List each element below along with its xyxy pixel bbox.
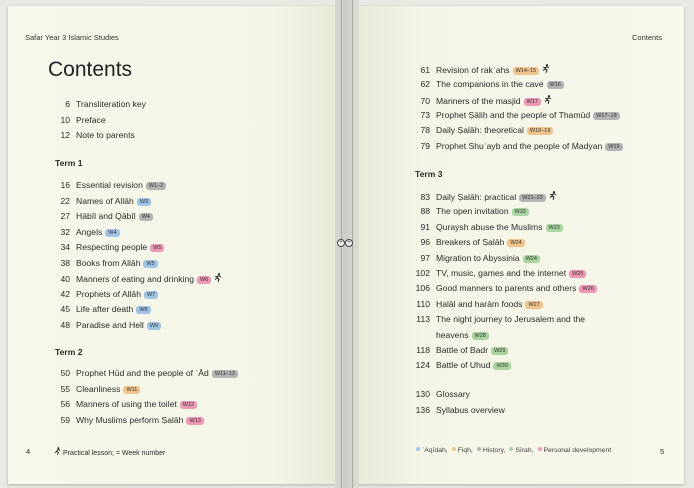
toc-entry[interactable]	[408, 95, 552, 106]
entry-title: TV, music, games and the internet	[436, 268, 567, 278]
week-badge: W4	[105, 229, 119, 237]
footer-note-text: Practical lesson; = Week number	[62, 450, 166, 457]
page-ref: 22	[60, 195, 70, 206]
page-ref: 124	[415, 360, 430, 371]
entry-title: The night journey to Jerusalem and the	[436, 314, 586, 325]
week-badge: W25	[569, 270, 586, 278]
page-ref: 34	[60, 242, 70, 252]
week-badge: W21–23	[519, 194, 546, 202]
entry-title: Hābīl and Qābīl	[76, 211, 136, 221]
running-head-left: Safar Year 3 Islamic Studies	[25, 33, 119, 42]
page-turn-handle-left[interactable]: +	[337, 239, 345, 247]
toc-entry[interactable]	[48, 211, 153, 221]
page-number-right: 5	[660, 447, 665, 456]
week-badge: W24	[523, 255, 540, 263]
week-badge: W8	[136, 306, 150, 314]
week-badge: W5	[143, 260, 157, 268]
toc-entry[interactable]	[48, 242, 164, 252]
page-turn-handle-right[interactable]: +	[345, 239, 353, 247]
toc-entry[interactable]	[408, 125, 553, 135]
week-badge: W3	[137, 198, 151, 206]
page-ref: 118	[416, 345, 430, 355]
entry-title: Prophet Shuʿayb and the people of Madyan	[436, 140, 603, 151]
toc-entry[interactable]	[408, 345, 508, 355]
page-ref: 130	[415, 389, 430, 399]
entry-title: Battle of Uhud	[436, 360, 491, 371]
subject-legend	[412, 447, 611, 454]
entry-title: Battle of Badr	[436, 345, 489, 355]
legend-swatch	[477, 447, 481, 451]
toc-entry[interactable]	[48, 273, 222, 284]
week-badge: W9	[147, 322, 161, 330]
page-title: Contents	[48, 58, 133, 81]
entry-title: Prophet Ṣāliḥ and the people of Thamūd	[436, 109, 591, 120]
page-ref: 12	[60, 130, 70, 140]
toc-entry[interactable]	[48, 304, 151, 314]
term-heading: Term 3	[415, 169, 443, 179]
entry-title: Life after death	[76, 304, 134, 314]
toc-entry[interactable]	[408, 79, 564, 89]
entry-title: Note to parents	[76, 130, 135, 140]
entry-title: Angels	[76, 226, 103, 237]
page-ref: 78	[420, 125, 430, 136]
entry-title: Ḥalāl and ḥarām foods	[436, 298, 523, 309]
entry-title: Manners of eating and drinking	[76, 274, 195, 284]
toc-entry[interactable]	[408, 141, 623, 151]
legend-label: Personal development	[543, 447, 612, 454]
toc-entry[interactable]	[48, 227, 120, 237]
toc-entry[interactable]	[408, 237, 525, 247]
toc-entry[interactable]	[408, 110, 620, 120]
entry-title: Paradise and Hell	[76, 319, 144, 330]
toc-entry[interactable]	[48, 258, 158, 268]
week-badge: W30	[493, 362, 510, 370]
page-ref: 32	[60, 226, 70, 237]
page-ref: 70	[420, 95, 430, 106]
toc-entry[interactable]	[48, 99, 146, 109]
entry-title: Prophets of Allāh	[76, 288, 141, 299]
entry-title: Preface	[76, 114, 106, 125]
toc-entry[interactable]	[48, 289, 158, 299]
entry-title: Glossary	[436, 389, 470, 399]
entry-title: The open invitation	[436, 206, 509, 217]
week-badge: W11–12	[212, 370, 238, 378]
page-ref: 102	[415, 268, 430, 278]
entry-title: Transliteration key	[76, 99, 146, 109]
page-ref: 62	[420, 79, 430, 90]
week-badge: W23	[546, 224, 563, 232]
week-badge: W16	[547, 81, 564, 89]
toc-entry[interactable]	[48, 368, 238, 378]
toc-entry[interactable]	[408, 360, 511, 370]
week-badge: W24	[507, 239, 524, 247]
toc-entry[interactable]	[408, 283, 597, 293]
legend-label: ʿAqīdah,	[422, 447, 448, 454]
page-ref: 136	[415, 404, 430, 415]
legend-label: Fiqh,	[457, 447, 473, 454]
practical-lesson-icon	[549, 191, 557, 201]
week-badge: W17	[524, 98, 541, 106]
week-badge: W7	[144, 291, 158, 299]
entry-title: heavens	[436, 329, 469, 340]
entry-title: Books from Allāh	[76, 257, 141, 268]
week-badge: W14–15	[513, 67, 540, 75]
footer-note	[54, 447, 165, 457]
page-ref: 96	[420, 237, 430, 248]
page-ref: 50	[60, 368, 70, 378]
page-ref: 27	[60, 211, 70, 221]
page-ref: 38	[60, 257, 70, 268]
entry-title: Good manners to parents and others	[436, 283, 577, 294]
page-ref: 88	[420, 206, 430, 217]
entry-title: Breakers of Ṣalāh	[436, 237, 505, 248]
page-ref: 16	[60, 180, 70, 190]
entry-title: Respecting people	[76, 242, 148, 252]
legend-label: History,	[482, 447, 506, 454]
page-ref: 83	[420, 192, 430, 202]
page-ref: 6	[65, 99, 70, 109]
page-ref: 48	[60, 319, 70, 330]
page-ref: 110	[416, 298, 430, 309]
toc-entry[interactable]	[48, 415, 204, 425]
toc-entry[interactable]	[408, 268, 586, 278]
page-ref: 59	[60, 414, 70, 425]
entry-title: Prophet Hūd and the people of ʿĀd	[76, 368, 209, 378]
page-ref: 113	[416, 314, 430, 325]
entry-title: Daily Ṣalāh: theoretical	[436, 125, 524, 136]
week-badge: W27	[525, 301, 542, 309]
toc-entry[interactable]	[48, 115, 106, 125]
week-badge: W12	[180, 401, 197, 409]
entry-title: Daily Ṣalāh: practical	[436, 192, 517, 202]
week-badge: W4	[139, 213, 153, 221]
page-ref: 40	[60, 274, 70, 284]
week-badge: W26	[579, 285, 596, 293]
page-ref: 73	[420, 109, 430, 120]
page-ref: 97	[420, 252, 430, 263]
page-ref: 106	[415, 283, 430, 294]
page-ref: 79	[420, 140, 430, 151]
week-badge: W17–18	[593, 112, 620, 120]
toc-entry[interactable]	[408, 330, 489, 340]
page-ref: 55	[60, 383, 70, 394]
entry-title: Essential revision	[76, 180, 143, 190]
toc-entry[interactable]	[48, 180, 166, 190]
toc-entry[interactable]	[408, 314, 585, 324]
toc-entry[interactable]	[408, 405, 505, 415]
week-badge: W18–19	[527, 127, 554, 135]
entry-title: Cleanliness	[76, 383, 121, 394]
week-badge: W13	[186, 417, 203, 425]
legend-swatch	[452, 447, 456, 451]
page-ref: 56	[60, 399, 70, 409]
entry-title: The companions in the cave	[436, 79, 544, 90]
toc-entry[interactable]	[408, 222, 563, 232]
page-ref: 45	[60, 304, 70, 314]
entry-title: Migration to Abyssinia	[436, 252, 520, 263]
week-badge: W11	[123, 386, 140, 394]
toc-entry[interactable]	[48, 320, 161, 330]
toc-entry[interactable]	[48, 384, 140, 394]
legend-swatch	[538, 447, 542, 451]
toc-entry[interactable]	[408, 64, 550, 75]
page-ref: 61	[420, 65, 430, 75]
toc-entry[interactable]	[48, 130, 135, 140]
entry-title: Manners of the masjid	[436, 95, 521, 106]
toc-entry[interactable]	[408, 389, 470, 399]
legend-swatch	[416, 447, 420, 451]
week-badge: W5	[150, 244, 164, 252]
toc-entry[interactable]	[408, 191, 557, 202]
practical-lesson-icon	[542, 64, 550, 74]
week-badge: W28	[472, 332, 489, 340]
week-badge: W6	[197, 276, 211, 284]
entry-title: Revision of rakʿahs	[436, 65, 510, 75]
week-badge: W1–2	[146, 182, 166, 190]
practical-lesson-icon	[54, 447, 61, 455]
entry-title: Names of Allāh	[76, 195, 134, 206]
toc-entry[interactable]	[48, 196, 151, 206]
page-number-left: 4	[26, 447, 31, 456]
toc-entry[interactable]	[408, 206, 529, 216]
toc-entry[interactable]	[408, 253, 540, 263]
week-badge: W22	[512, 208, 529, 216]
week-badge: W29	[491, 347, 508, 355]
page-ref: 42	[60, 288, 70, 299]
toc-entry[interactable]	[408, 299, 543, 309]
term-heading: Term 2	[55, 347, 83, 357]
term-heading: Term 1	[55, 158, 83, 168]
book-spine[interactable]	[335, 0, 359, 488]
running-head-right: Contents	[632, 33, 663, 42]
legend-swatch	[509, 447, 513, 451]
entry-title: Quraysh abuse the Muslims	[436, 221, 543, 232]
practical-lesson-icon	[544, 95, 552, 105]
toc-entry[interactable]	[48, 399, 197, 409]
week-badge: W19	[605, 143, 622, 151]
entry-title: Syllabus overview	[436, 404, 505, 415]
practical-lesson-icon	[214, 273, 222, 283]
page-ref: 91	[420, 221, 430, 232]
entry-title: Manners of using the toilet	[76, 399, 177, 409]
legend-label: Sīrah,	[515, 447, 534, 454]
page-ref: 10	[60, 114, 70, 125]
entry-title: Why Muslims perform Ṣalāh	[76, 414, 184, 425]
